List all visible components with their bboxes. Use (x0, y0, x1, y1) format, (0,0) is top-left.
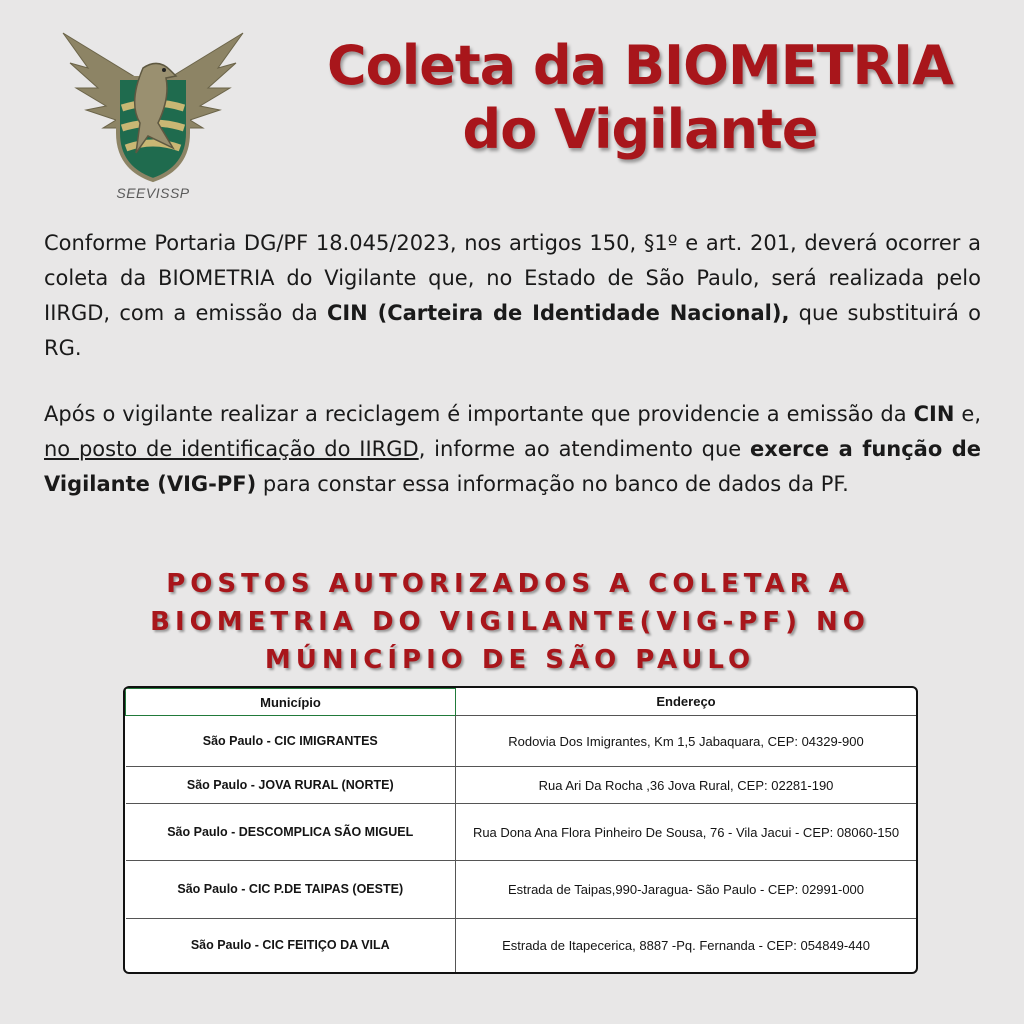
table-row (126, 767, 917, 804)
instr-bold-funcao: exerce a função de Vigilante (VIG-PF) (44, 437, 982, 496)
address-cell: Rua Dona Ana Flora Pinheiro De Sousa, 76 - Vila Jacui - CEP: 08060-150 (456, 804, 917, 861)
subtitle-line-3: MÚNICÍPIO DE SÃO PAULO (264, 645, 756, 675)
city-cell: São Paulo - JOVA RURAL (NORTE) (126, 767, 456, 804)
intro-bold-cin: CIN (Carteira de Identidade Nacional), (326, 301, 790, 325)
table-row (126, 716, 917, 767)
subtitle-line-2: BIOMETRIA DO VIGILANTE(VIG-PF) NO (150, 607, 870, 637)
instr-text-3: , informe ao atendimento que (418, 437, 751, 461)
address-cell: Rodovia Dos Imigrantes, Km 1,5 Jabaquara, CEP: 04329-900 (456, 716, 917, 767)
instr-text-2: e, (954, 402, 981, 426)
section-subtitle (110, 565, 910, 679)
eagle-crest-icon (58, 28, 248, 188)
intro-paragraph (44, 226, 981, 366)
page-title (290, 34, 990, 162)
city-cell: São Paulo - CIC FEITIÇO DA VILA (126, 919, 456, 973)
subtitle-line-1: POSTOS AUTORIZADOS A COLETAR A (166, 569, 854, 599)
title-line-1: Coleta da BIOMETRIA (327, 34, 953, 97)
address-cell: Estrada de Itapecerica, 8887 -Pq. Fernanda - CEP: 054849-440 (456, 919, 917, 973)
table-header-row (126, 689, 917, 716)
instructions-paragraph (44, 397, 981, 502)
table-row (126, 861, 917, 919)
instr-underline-posto: no posto de identificação do IIRGD (44, 437, 419, 461)
city-cell: São Paulo - DESCOMPLICA SÃO MIGUEL (126, 804, 456, 861)
city-cell: São Paulo - CIC P.DE TAIPAS (OESTE) (126, 861, 456, 919)
table-row (126, 919, 917, 973)
address-cell: Estrada de Taipas,990-Jaragua- São Paulo - CEP: 02991-000 (456, 861, 917, 919)
header-endereco: Endereço (456, 689, 917, 716)
table-row (126, 804, 917, 861)
instr-text-1: Após o vigilante realizar a reciclagem é importante que providencie a emissão da (44, 402, 914, 426)
postos-table (123, 686, 918, 974)
title-line-2: do Vigilante (462, 98, 818, 161)
instr-text-4: para constar essa informação no banco de dados da PF. (256, 472, 849, 496)
address-cell: Rua Ari Da Rocha ,36 Jova Rural, CEP: 02281-190 (456, 767, 917, 804)
logo-text: SEEVISSP (116, 185, 190, 201)
instr-bold-cin: CIN (913, 402, 955, 426)
seevissp-logo (58, 28, 248, 208)
city-cell: São Paulo - CIC IMIGRANTES (126, 716, 456, 767)
intro-text-2: que substituirá o RG. (44, 301, 981, 360)
intro-text-1: Conforme Portaria DG/PF 18.045/2023, nos artigos 150, §1º e art. 201, deverá ocorrer a coleta da BIOMETRIA do Vigilante que, no Estado de São Paulo, será realizada pelo IIRGD, com a emissão da (44, 231, 981, 325)
header-municipio: Município (126, 689, 456, 716)
